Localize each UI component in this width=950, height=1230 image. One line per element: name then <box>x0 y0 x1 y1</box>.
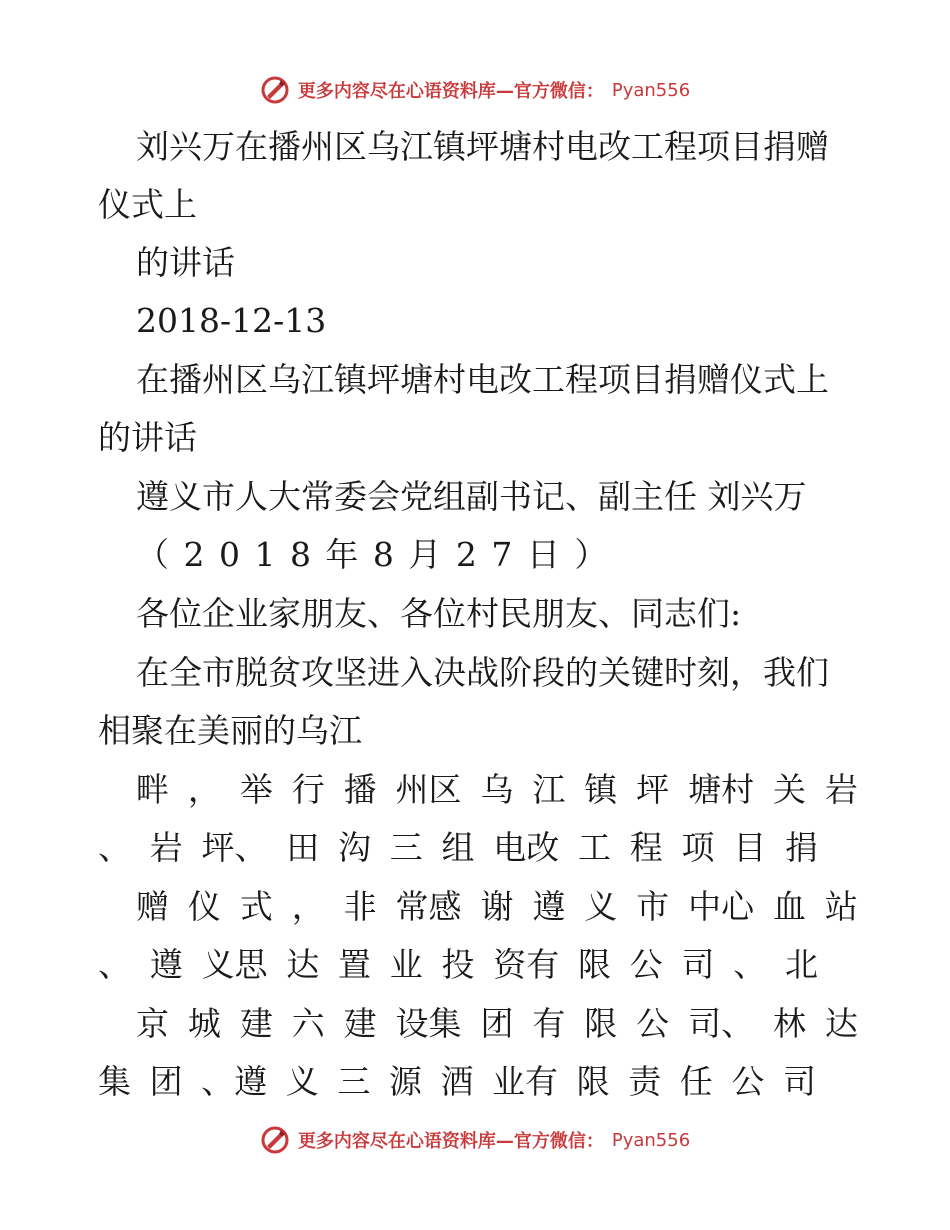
paragraph-2-line-4 <box>98 945 818 985</box>
justified-token: 司 <box>782 1062 816 1101</box>
justified-token: 市 <box>636 887 670 926</box>
justified-token: 项 <box>681 828 715 867</box>
justified-token: 投 <box>441 945 475 984</box>
justified-token: 式 <box>239 887 273 926</box>
paragraph-2-line-2 <box>98 828 818 868</box>
justified-token: 限 <box>584 1004 618 1043</box>
paragraph-2-line-1 <box>136 770 858 810</box>
justified-token: 播 <box>343 770 377 809</box>
paragraph-1-line-1: 在全市脱贫攻坚进入决战阶段的关键时刻，我们 <box>136 653 829 692</box>
justified-token: 关 <box>772 770 806 809</box>
title-line-2: 仪式上 <box>98 185 197 224</box>
justified-token: 赠 <box>136 887 169 926</box>
justified-token: 达 <box>286 945 320 984</box>
justified-token: 达 <box>824 1004 858 1043</box>
justified-token: 、 <box>98 945 131 984</box>
justified-token: 司、 <box>688 1004 755 1043</box>
title-line-3: 的讲话 <box>136 243 235 282</box>
justified-token: 乌 <box>480 770 514 809</box>
paragraph-2-line-5 <box>136 1004 858 1044</box>
justified-token: 谢 <box>480 887 514 926</box>
paragraph-1-line-2: 相聚在美丽的乌江 <box>98 711 362 750</box>
title-line-1: 刘兴万在播州区乌江镇坪塘村电改工程项目捐赠 <box>136 127 829 166</box>
justified-token: 团 <box>149 1062 183 1101</box>
justified-token: 捐 <box>785 828 818 867</box>
justified-token: 公 <box>636 1004 670 1043</box>
justified-token: 工 <box>578 828 611 867</box>
justified-token: 血 <box>772 887 806 926</box>
paragraph-2-line-6 <box>98 1062 816 1102</box>
pen-logo-icon <box>260 1125 290 1155</box>
justified-token: 业有 <box>492 1062 559 1101</box>
justified-token: 团 <box>480 1004 514 1043</box>
justified-token: 资有 <box>493 945 560 984</box>
justified-token: 三 <box>389 828 423 867</box>
justified-token: 设集 <box>395 1004 462 1043</box>
justified-token: 有 <box>532 1004 566 1043</box>
justified-token: 畔 <box>136 770 169 809</box>
justified-token: 江 <box>532 770 566 809</box>
justified-token: 、 <box>733 945 767 984</box>
justified-token: 业 <box>389 945 423 984</box>
justified-token: 遵 <box>532 887 566 926</box>
justified-token: 岩 <box>149 828 183 867</box>
justified-token: 义 <box>584 887 618 926</box>
justified-token: 责 <box>628 1062 662 1101</box>
justified-token: 北 <box>785 945 818 984</box>
footer-banner <box>0 1120 950 1160</box>
justified-token: 建 <box>343 1004 377 1043</box>
justified-token: 三 <box>337 1062 371 1101</box>
justified-token: 遵 <box>149 945 183 984</box>
justified-token: 建 <box>239 1004 273 1043</box>
justified-token: 坪、 <box>201 828 268 867</box>
justified-token: 目 <box>733 828 767 867</box>
justified-token: 置 <box>338 945 371 984</box>
banner-slogan: 更多内容尽在心语资料库—官方微信： <box>297 81 604 102</box>
banner-wechat-id: Pyan556 <box>611 79 691 101</box>
salutation: 各位企业家朋友、各位村民朋友、同志们: <box>136 594 742 633</box>
justified-token: 限 <box>576 1062 610 1101</box>
justified-token: 沟 <box>338 828 371 867</box>
justified-token: 常感 <box>395 887 462 926</box>
justified-token: 限 <box>578 945 611 984</box>
justified-token: 义思 <box>201 945 268 984</box>
heading-line-2: 的讲话 <box>98 418 197 457</box>
justified-token: 行 <box>291 770 325 809</box>
justified-token: 塘村 <box>688 770 755 809</box>
justified-token: 田 <box>286 828 320 867</box>
justified-token: 林 <box>772 1004 806 1043</box>
banner-wechat-id: Pyan556 <box>611 1129 691 1151</box>
justified-token: 司 <box>681 945 715 984</box>
justified-token: 岩 <box>824 770 858 809</box>
justified-token: 公 <box>629 945 663 984</box>
justified-token: 州区 <box>395 770 462 809</box>
justified-token: 电改 <box>493 828 560 867</box>
justified-token: 义 <box>285 1062 319 1101</box>
heading-line-1: 在播州区乌江镇坪塘村电改工程项目捐赠仪式上 <box>136 360 829 399</box>
speech-date: （ 2 0 1 8 年 8 月 2 7 日 ） <box>136 535 610 574</box>
justified-token: 仪 <box>187 887 221 926</box>
justified-token: 任 <box>679 1062 713 1101</box>
document-date: 2018-12-13 <box>136 301 327 340</box>
justified-token: 坪 <box>636 770 670 809</box>
justified-token: 城 <box>187 1004 221 1043</box>
justified-token: 公 <box>731 1062 765 1101</box>
justified-token: 集 <box>98 1062 131 1101</box>
speaker-line: 遵义市人大常委会党组副书记、副主任 刘兴万 <box>136 477 807 516</box>
paragraph-2-line-3 <box>136 887 858 927</box>
justified-token: 六 <box>291 1004 325 1043</box>
justified-token: 京 <box>136 1004 169 1043</box>
justified-token: 酒 <box>440 1062 474 1101</box>
justified-token: 、 <box>98 828 131 867</box>
banner-slogan: 更多内容尽在心语资料库—官方微信： <box>297 1131 604 1152</box>
justified-token: ， <box>187 770 221 809</box>
justified-token: 举 <box>239 770 273 809</box>
justified-token: 、遵 <box>201 1062 268 1101</box>
justified-token: 非 <box>343 887 377 926</box>
justified-token: 程 <box>629 828 663 867</box>
justified-token: 镇 <box>584 770 618 809</box>
justified-token: 站 <box>824 887 858 926</box>
justified-token: ， <box>291 887 325 926</box>
justified-token: 中心 <box>688 887 755 926</box>
justified-token: 源 <box>388 1062 422 1101</box>
justified-token: 组 <box>441 828 475 867</box>
